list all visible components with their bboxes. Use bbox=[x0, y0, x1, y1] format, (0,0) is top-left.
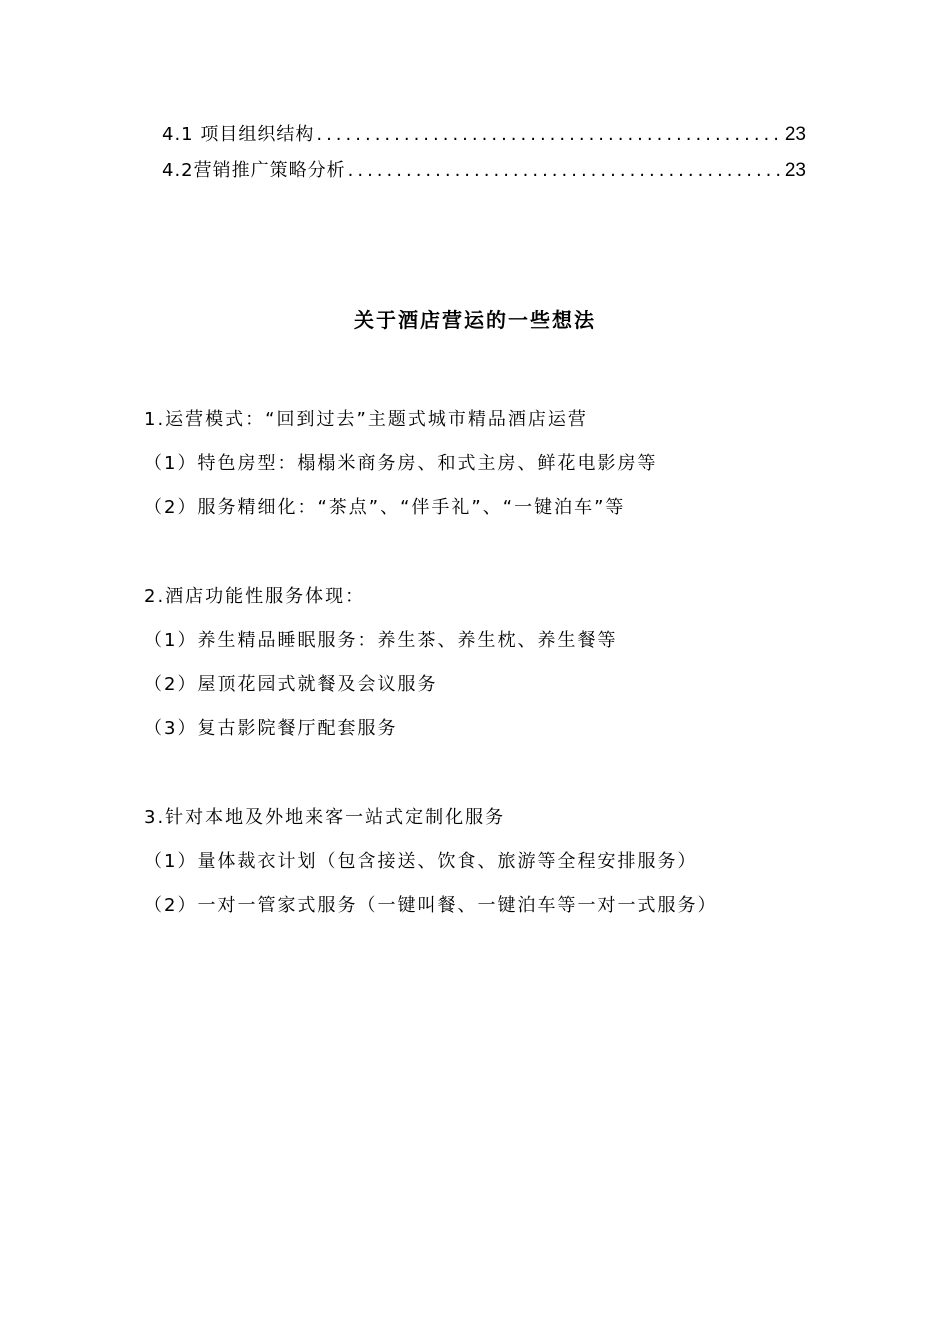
toc-entry-page: 23 bbox=[784, 124, 806, 145]
table-of-contents bbox=[162, 120, 806, 192]
document-title: 关于酒店营运的一些想法 bbox=[354, 308, 596, 332]
toc-leader-dots bbox=[348, 160, 783, 181]
toc-entry-label: 4.2营销推广策略分析 bbox=[162, 160, 346, 181]
list-item: （3）复古影院餐厅配套服务 bbox=[144, 718, 398, 739]
toc-entry-page: 23 bbox=[784, 160, 806, 181]
toc-entry[interactable] bbox=[162, 120, 806, 156]
section-operation-mode bbox=[144, 405, 844, 523]
section-heading: 3.针对本地及外地来客一站式定制化服务 bbox=[144, 807, 506, 828]
section-hotel-services bbox=[144, 582, 844, 744]
list-item: （2）一对一管家式服务（一键叫餐、一键泊车等一对一式服务） bbox=[144, 895, 718, 916]
list-item: （1）养生精品睡眠服务：养生茶、养生枕、养生餐等 bbox=[144, 630, 618, 651]
list-item: （1）量体裁衣计划（包含接送、饮食、旅游等全程安排服务） bbox=[144, 851, 698, 872]
section-heading: 2.酒店功能性服务体现： bbox=[144, 586, 366, 607]
toc-entry-label: 4.1 项目组织结构 bbox=[162, 124, 315, 145]
list-item: （2）屋顶花园式就餐及会议服务 bbox=[144, 674, 438, 695]
toc-entry[interactable] bbox=[162, 156, 806, 192]
section-custom-services bbox=[144, 803, 844, 921]
list-item: （1）特色房型：榻榻米商务房、和式主房、鲜花电影房等 bbox=[144, 453, 658, 474]
list-item: （2）服务精细化：“茶点”、“伴手礼”、“一键泊车”等 bbox=[144, 497, 626, 518]
section-heading: 1.运营模式：“回到过去”主题式城市精品酒店运营 bbox=[144, 409, 588, 430]
toc-leader-dots bbox=[316, 124, 783, 145]
